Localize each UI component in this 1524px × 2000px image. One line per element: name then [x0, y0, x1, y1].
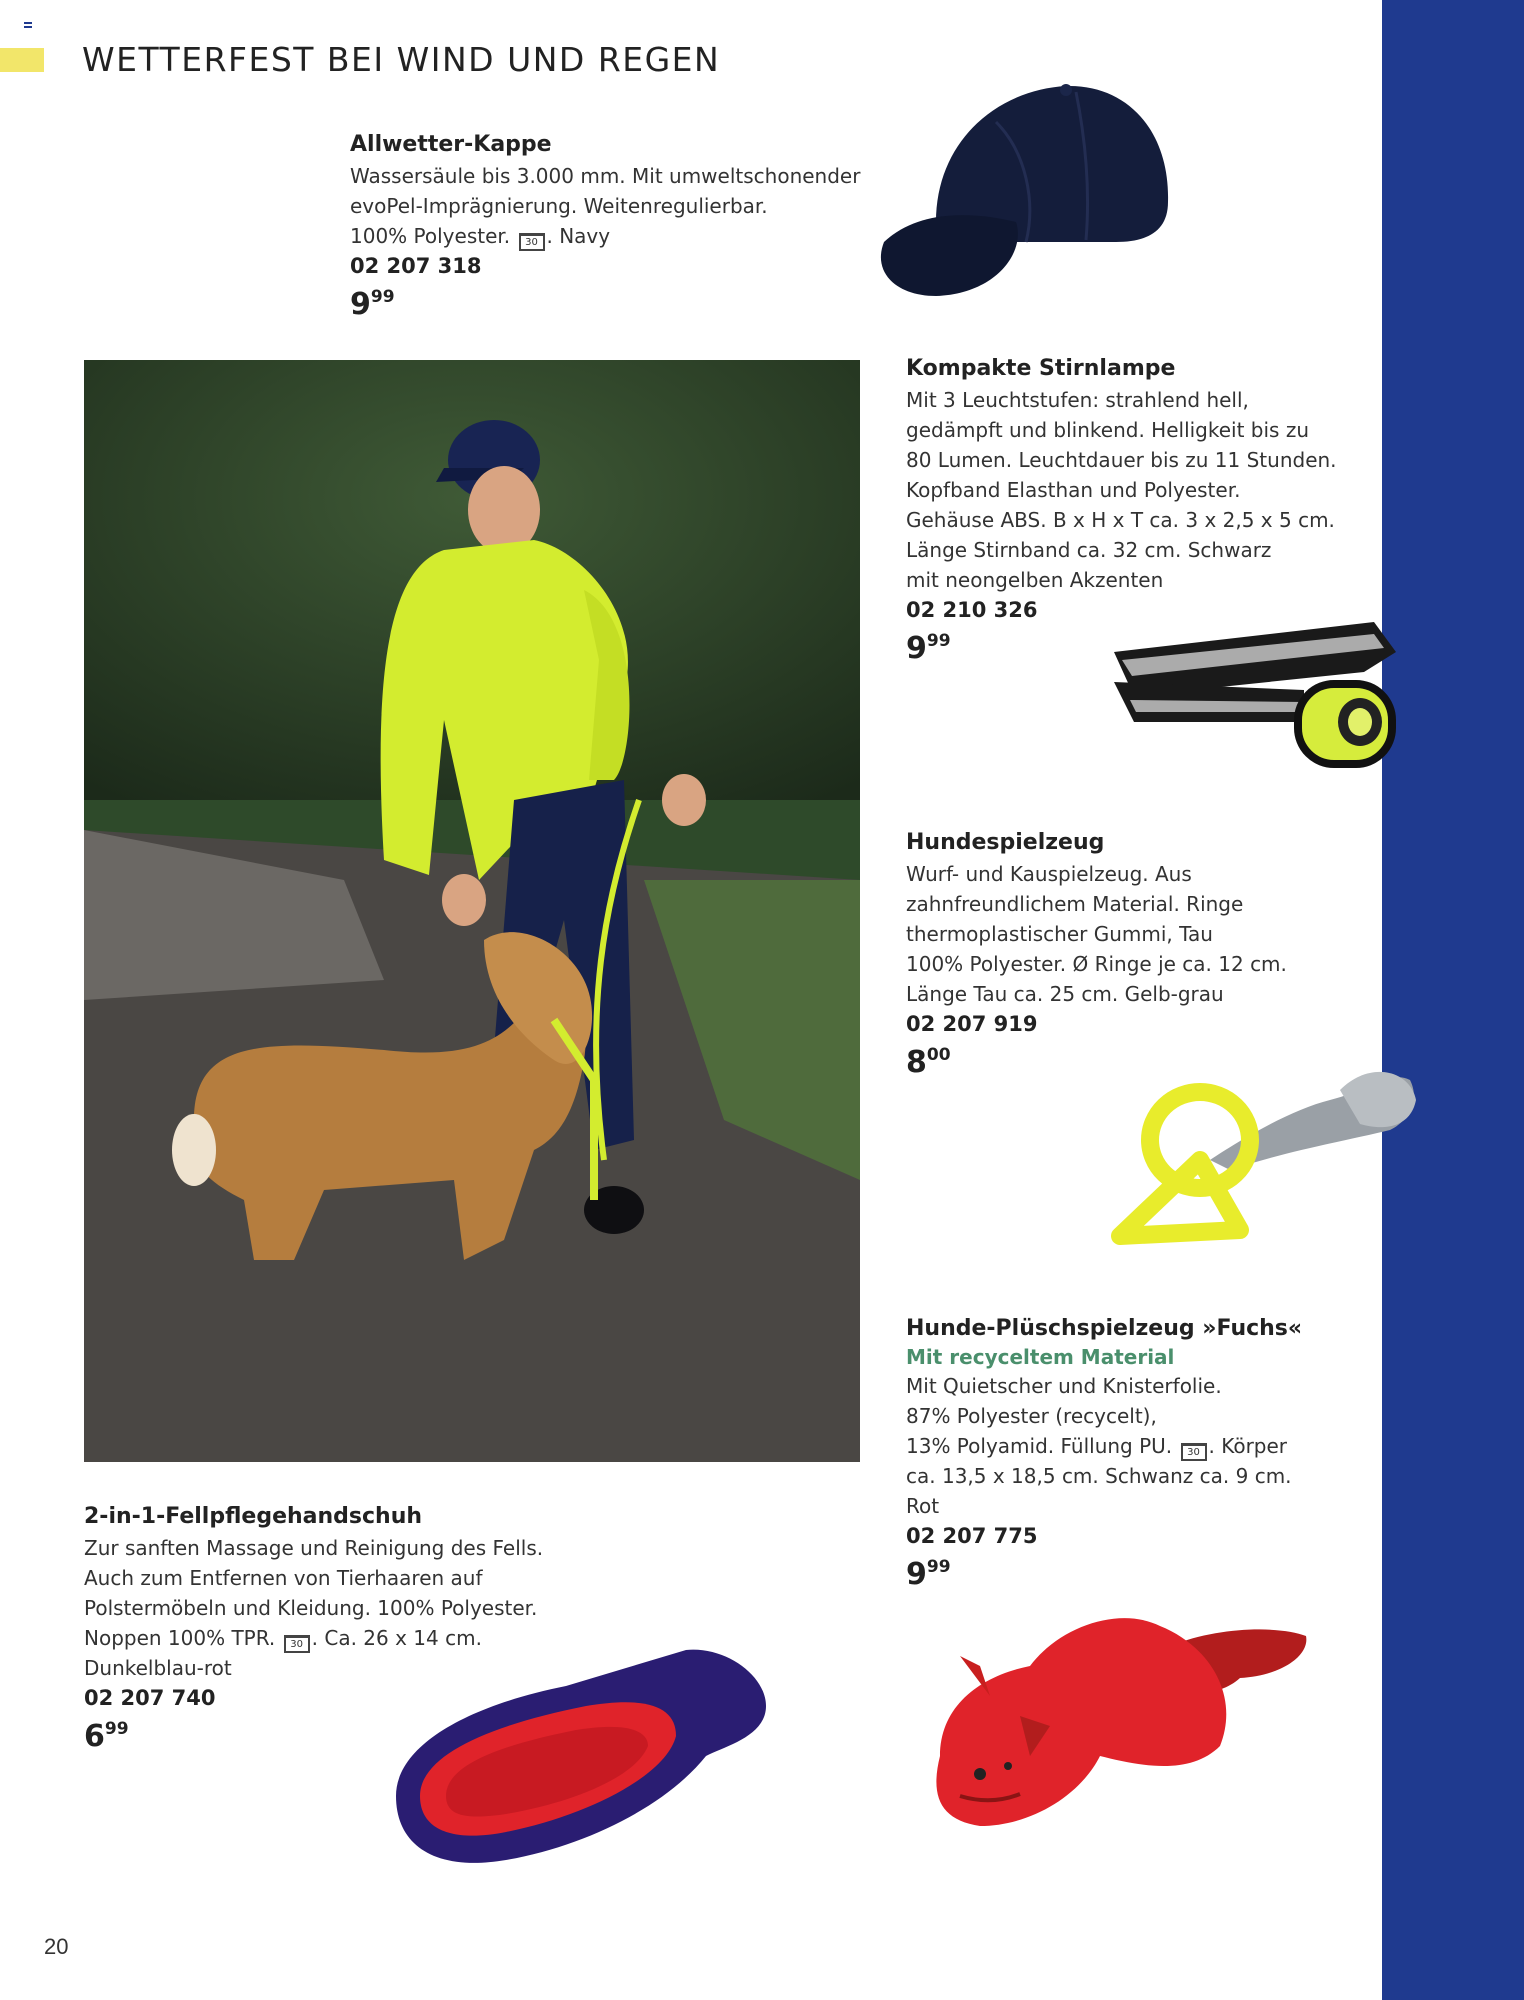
desc-line: 87% Polyester (recycelt), — [906, 1404, 1157, 1428]
desc-line: 80 Lumen. Leuchtdauer bis zu 11 Stunden. — [906, 448, 1337, 472]
desc-line: Noppen 100% TPR. 30 . Ca. 26 x 14 cm. — [84, 1623, 543, 1653]
wash-30-icon: 30 — [519, 233, 545, 251]
article-number: 02 207 775 — [906, 1524, 1038, 1548]
desc-line: Länge Tau ca. 25 cm. Gelb-grau — [906, 982, 1224, 1006]
grooming-glove-image — [386, 1646, 770, 1872]
desc-line: Zur sanften Massage und Reinigung des Fells. — [84, 1536, 544, 1560]
side-color-bar — [1382, 0, 1524, 2000]
article-number: 02 207 919 — [906, 1012, 1038, 1036]
desc-line: Dunkelblau-rot — [84, 1656, 232, 1680]
desc-line: 13% Polyamid. Füllung PU. 30 . Körper — [906, 1431, 1302, 1461]
product-name: 2-in-1-Fellpflegehandschuh — [84, 1504, 423, 1529]
wash-30-icon: 30 — [284, 1635, 310, 1653]
page-title: WETTERFEST BEI WIND UND REGEN — [82, 40, 721, 79]
desc-line: ca. 13,5 x 18,5 cm. Schwanz ca. 9 cm. — [906, 1464, 1292, 1488]
desc-line: 100% Polyester. Ø Ringe je ca. 12 cm. — [906, 952, 1287, 976]
desc-line: zahnfreundlichem Material. Ringe — [906, 892, 1244, 916]
article-number: 02 207 740 — [84, 1686, 216, 1710]
price: 800 — [906, 1045, 951, 1080]
desc-line: Mit Quietscher und Knisterfolie. — [906, 1374, 1222, 1398]
product-plush-fox — [906, 1316, 1302, 1592]
wash-30-icon: 30 — [1181, 1443, 1207, 1461]
lifestyle-photo — [84, 360, 860, 1462]
desc-line: Länge Stirnband ca. 32 cm. Schwarz — [906, 538, 1272, 562]
desc-line: Wassersäule bis 3.000 mm. Mit umweltschonender — [350, 164, 861, 188]
desc-line: Kopfband Elasthan und Polyester. — [906, 478, 1241, 502]
desc-line: evoPel-Imprägnierung. Weitenregulierbar. — [350, 194, 768, 218]
dog-toy-image — [1090, 1040, 1420, 1260]
product-name: Hundespielzeug — [906, 830, 1105, 855]
product-name: Hunde-Plüschspielzeug »Fuchs« — [906, 1316, 1303, 1341]
section-marker — [0, 48, 44, 72]
article-number: 02 207 318 — [350, 254, 482, 278]
desc-line: Auch zum Entfernen von Tierhaaren auf — [84, 1566, 483, 1590]
plush-fox-image — [920, 1606, 1312, 1834]
headlamp-image — [1104, 612, 1406, 776]
price: 999 — [906, 631, 951, 666]
desc-line: thermoplastischer Gummi, Tau — [906, 922, 1213, 946]
price: 699 — [84, 1719, 129, 1754]
article-number: 02 210 326 — [906, 598, 1038, 622]
flag-icon — [24, 22, 32, 32]
product-name: Kompakte Stirnlampe — [906, 356, 1176, 381]
price: 999 — [906, 1557, 951, 1592]
desc-line: gedämpft und blinkend. Helligkeit bis zu — [906, 418, 1310, 442]
desc-line: Polstermöbeln und Kleidung. 100% Polyester. — [84, 1596, 538, 1620]
price: 999 — [350, 287, 395, 322]
desc-line: 100% Polyester. 30 . Navy — [350, 221, 860, 251]
desc-line: Wurf- und Kauspielzeug. Aus — [906, 862, 1192, 886]
page-number: 20 — [44, 1934, 69, 1959]
product-cap — [350, 132, 860, 322]
desc-line: Gehäuse ABS. B x H x T ca. 3 x 2,5 x 5 cm. — [906, 508, 1335, 532]
desc-line: mit neongelben Akzenten — [906, 568, 1164, 592]
product-name: Allwetter-Kappe — [350, 132, 552, 157]
cap-image — [876, 82, 1172, 302]
desc-line: Rot — [906, 1494, 940, 1518]
desc-line: Mit 3 Leuchtstufen: strahlend hell, — [906, 388, 1249, 412]
product-subtitle: Mit recyceltem Material — [906, 1345, 1175, 1369]
